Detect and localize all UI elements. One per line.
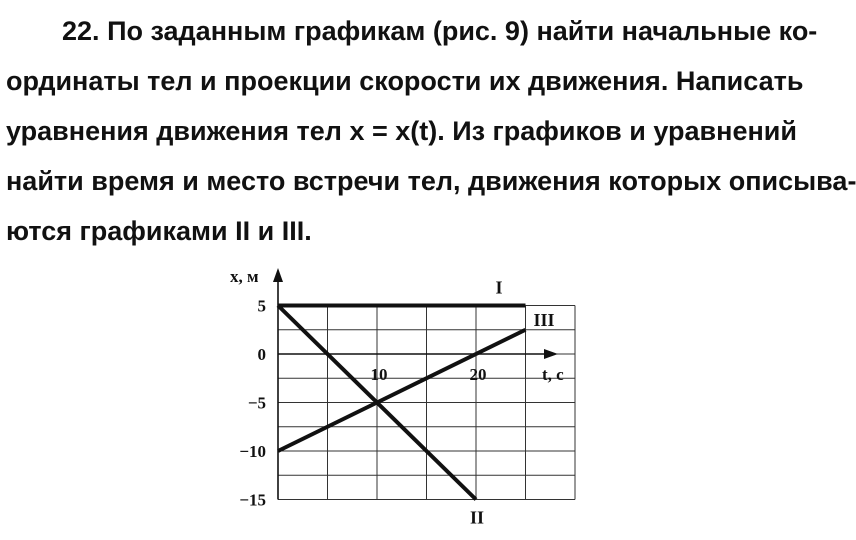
problem-number: 22.: [62, 16, 100, 46]
problem-line-4: найти время и место встречи тел, движения которых описыва-: [6, 166, 856, 196]
y-axis-label: x, м: [230, 267, 259, 286]
figure-9: [210, 262, 580, 540]
x-tick-label: 20: [469, 365, 487, 384]
series-line-III: [278, 330, 526, 451]
x-tick-label: 10: [370, 365, 388, 384]
y-tick-label: −15: [239, 490, 266, 510]
series-label-I: I: [495, 277, 503, 298]
x-axis-arrow: [544, 349, 558, 359]
problem-text: [6, 6, 856, 256]
problem-line-1: [6, 6, 818, 56]
series-label-II: II: [470, 507, 485, 528]
y-tick-label: 5: [257, 296, 266, 316]
problem-line-1-text: По заданным графикам (рис. 9) найти начальные ко-: [107, 16, 818, 46]
x-axis-label: t, c: [542, 365, 564, 384]
problem-line-2: ординаты тел и проекции скорости их движения. Написать: [6, 66, 804, 96]
problem-line-5: ются графиками II и III.: [6, 216, 312, 246]
y-tick-label: 0: [257, 345, 266, 364]
y-axis-arrow: [273, 268, 283, 282]
y-tick-label: −5: [247, 393, 266, 413]
series-label-III: III: [533, 309, 555, 330]
problem-line-3: уравнения движения тел x = x(t). Из графиков и уравнений: [6, 116, 797, 146]
y-tick-label: −10: [239, 442, 266, 461]
chart-svg: [210, 262, 580, 540]
